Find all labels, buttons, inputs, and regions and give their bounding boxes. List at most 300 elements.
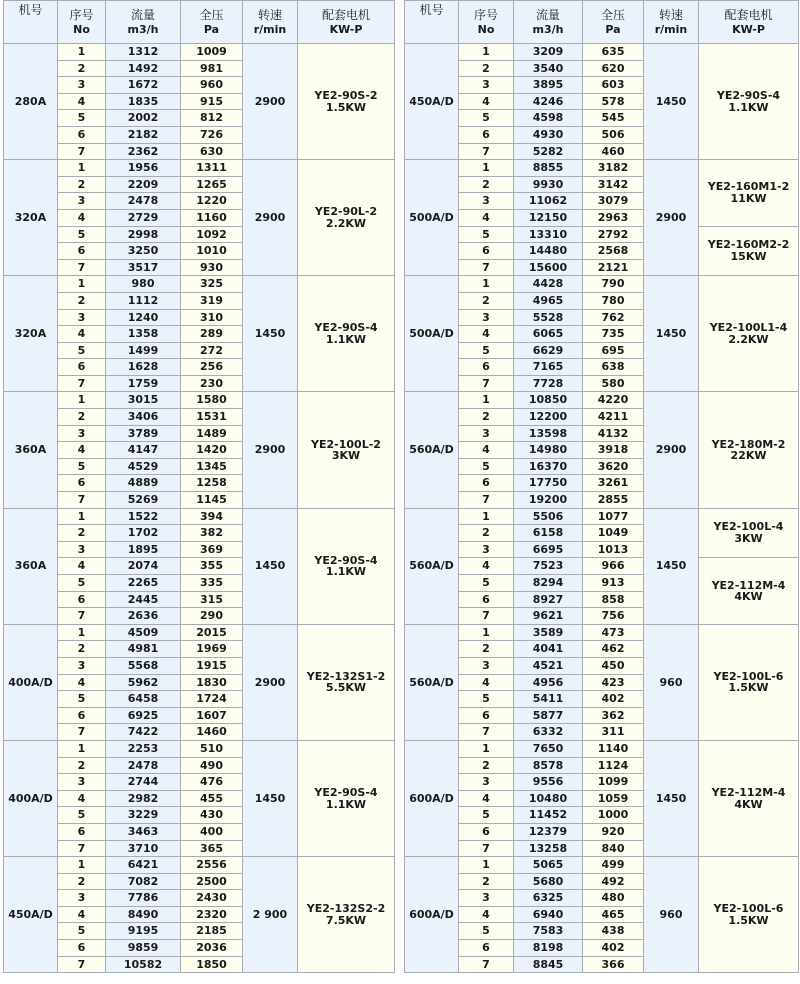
flow-cell: 10850 xyxy=(514,392,583,409)
pressure-cell: 695 xyxy=(583,342,644,359)
motor-model: YE2-100L1-4 xyxy=(709,321,788,335)
motor-power: 22KW xyxy=(730,449,767,463)
flow-cell: 5282 xyxy=(514,143,583,160)
speed-cell: 2900 xyxy=(243,392,298,508)
pressure-cell: 335 xyxy=(181,575,243,592)
row-no-cell: 4 xyxy=(58,209,106,226)
pressure-cell: 1345 xyxy=(181,458,243,475)
flow-cell: 1358 xyxy=(106,326,181,343)
pressure-cell: 578 xyxy=(583,93,644,110)
flow-cell: 19200 xyxy=(514,492,583,509)
table-row xyxy=(4,740,395,757)
flow-cell: 8294 xyxy=(514,575,583,592)
motor-model: YE2-100L-6 xyxy=(713,669,784,683)
pressure-cell: 492 xyxy=(583,873,644,890)
pressure-cell: 2320 xyxy=(181,906,243,923)
flow-cell: 2265 xyxy=(106,575,181,592)
pressure-cell: 355 xyxy=(181,558,243,575)
flow-cell: 5065 xyxy=(514,857,583,874)
row-no-cell: 1 xyxy=(459,44,514,61)
flow-cell: 1895 xyxy=(106,541,181,558)
header-model: 机号 xyxy=(4,1,58,44)
row-no-cell: 7 xyxy=(459,143,514,160)
motor-model: YE2-160M1-2 xyxy=(707,180,790,194)
flow-cell: 6325 xyxy=(514,890,583,907)
pressure-cell: 762 xyxy=(583,309,644,326)
motor-cell xyxy=(298,857,395,973)
flow-cell: 6695 xyxy=(514,541,583,558)
flow-cell: 2998 xyxy=(106,226,181,243)
speed-cell: 960 xyxy=(644,857,699,973)
flow-cell: 5568 xyxy=(106,657,181,674)
flow-cell: 9859 xyxy=(106,940,181,957)
row-no-cell: 1 xyxy=(459,624,514,641)
table-row xyxy=(405,226,799,243)
row-no-cell: 4 xyxy=(58,790,106,807)
row-no-cell: 2 xyxy=(58,525,106,542)
model-cell: 450A/D xyxy=(4,857,58,973)
row-no-cell: 3 xyxy=(459,309,514,326)
pressure-cell: 1724 xyxy=(181,691,243,708)
flow-cell: 4930 xyxy=(514,126,583,143)
motor-model: YE2-90S-4 xyxy=(314,553,378,567)
row-no-cell: 5 xyxy=(58,226,106,243)
motor-model: YE2-132S1-2 xyxy=(306,669,386,683)
flow-cell: 5269 xyxy=(106,492,181,509)
row-no-cell: 4 xyxy=(459,906,514,923)
pressure-cell: 402 xyxy=(583,691,644,708)
row-no-cell: 7 xyxy=(459,375,514,392)
pressure-cell: 4220 xyxy=(583,392,644,409)
motor-cell xyxy=(699,857,799,973)
header-row xyxy=(4,1,395,44)
pressure-cell: 315 xyxy=(181,591,243,608)
flow-cell: 2253 xyxy=(106,740,181,757)
speed-cell: 1450 xyxy=(644,508,699,624)
motor-power: 1.1KW xyxy=(325,332,367,346)
pressure-cell: 603 xyxy=(583,77,644,94)
flow-cell: 13258 xyxy=(514,840,583,857)
row-no-cell: 6 xyxy=(58,475,106,492)
motor-cell xyxy=(298,44,395,160)
table-row xyxy=(4,508,395,525)
row-no-cell: 2 xyxy=(459,641,514,658)
motor-power: 15KW xyxy=(730,249,767,263)
row-no-cell: 6 xyxy=(459,359,514,376)
table-row xyxy=(405,740,799,757)
motor-power: 1.5KW xyxy=(728,913,769,927)
pressure-cell: 506 xyxy=(583,126,644,143)
flow-cell: 3463 xyxy=(106,823,181,840)
motor-cell xyxy=(699,558,799,624)
flow-cell: 9621 xyxy=(514,608,583,625)
pressure-cell: 930 xyxy=(181,259,243,276)
row-no-cell: 6 xyxy=(58,707,106,724)
flow-cell: 4509 xyxy=(106,624,181,641)
model-cell: 320A xyxy=(4,160,58,276)
header-speed: 转速 r/min xyxy=(644,1,699,44)
pressure-cell: 981 xyxy=(181,60,243,77)
pressure-cell: 362 xyxy=(583,707,644,724)
row-no-cell: 2 xyxy=(459,873,514,890)
flow-cell: 6065 xyxy=(514,326,583,343)
pressure-cell: 790 xyxy=(583,276,644,293)
row-no-cell: 6 xyxy=(459,823,514,840)
flow-cell: 10582 xyxy=(106,956,181,973)
flow-cell: 6421 xyxy=(106,857,181,874)
flow-cell: 13310 xyxy=(514,226,583,243)
row-no-cell: 3 xyxy=(58,193,106,210)
motor-cell xyxy=(699,624,799,740)
row-no-cell: 2 xyxy=(58,873,106,890)
flow-cell: 6158 xyxy=(514,525,583,542)
row-no-cell: 1 xyxy=(459,508,514,525)
flow-cell: 2636 xyxy=(106,608,181,625)
flow-cell: 3517 xyxy=(106,259,181,276)
model-cell: 450A/D xyxy=(405,44,459,160)
flow-cell: 9556 xyxy=(514,774,583,791)
row-no-cell: 6 xyxy=(58,823,106,840)
pressure-cell: 490 xyxy=(181,757,243,774)
pressure-cell: 510 xyxy=(181,740,243,757)
flow-cell: 4889 xyxy=(106,475,181,492)
row-no-cell: 4 xyxy=(58,442,106,459)
row-no-cell: 7 xyxy=(459,956,514,973)
row-no-cell: 2 xyxy=(58,641,106,658)
row-no-cell: 2 xyxy=(58,757,106,774)
pressure-cell: 1969 xyxy=(181,641,243,658)
motor-model: YE2-90S-2 xyxy=(314,89,378,103)
flow-cell: 8845 xyxy=(514,956,583,973)
flow-cell: 5680 xyxy=(514,873,583,890)
motor-power: 2.2KW xyxy=(728,332,769,346)
row-no-cell: 6 xyxy=(58,126,106,143)
row-no-cell: 5 xyxy=(459,807,514,824)
motor-cell xyxy=(699,226,799,276)
pressure-cell: 1000 xyxy=(583,807,644,824)
row-no-cell: 4 xyxy=(459,558,514,575)
row-no-cell: 3 xyxy=(459,541,514,558)
pressure-cell: 620 xyxy=(583,60,644,77)
pressure-cell: 3261 xyxy=(583,475,644,492)
pressure-cell: 311 xyxy=(583,724,644,741)
row-no-cell: 1 xyxy=(58,624,106,641)
flow-cell: 3406 xyxy=(106,409,181,426)
flow-cell: 4041 xyxy=(514,641,583,658)
flow-cell: 1628 xyxy=(106,359,181,376)
row-no-cell: 3 xyxy=(58,541,106,558)
row-no-cell: 7 xyxy=(459,840,514,857)
motor-cell xyxy=(298,508,395,624)
row-no-cell: 3 xyxy=(58,774,106,791)
speed-cell: 2900 xyxy=(243,624,298,740)
pressure-cell: 1420 xyxy=(181,442,243,459)
pressure-cell: 2121 xyxy=(583,259,644,276)
flow-cell: 5528 xyxy=(514,309,583,326)
model-cell: 600A/D xyxy=(405,857,459,973)
model-cell: 600A/D xyxy=(405,740,459,856)
pressure-cell: 325 xyxy=(181,276,243,293)
motor-power: 3KW xyxy=(331,449,361,463)
flow-cell: 2362 xyxy=(106,143,181,160)
flow-cell: 2744 xyxy=(106,774,181,791)
table-row xyxy=(405,508,799,525)
table-row xyxy=(4,160,395,177)
pressure-cell: 915 xyxy=(181,93,243,110)
flow-cell: 3209 xyxy=(514,44,583,61)
motor-cell xyxy=(298,160,395,276)
row-no-cell: 4 xyxy=(459,790,514,807)
pressure-cell: 423 xyxy=(583,674,644,691)
flow-cell: 1499 xyxy=(106,342,181,359)
flow-cell: 2074 xyxy=(106,558,181,575)
row-no-cell: 6 xyxy=(58,940,106,957)
pressure-cell: 402 xyxy=(583,940,644,957)
motor-model: YE2-100L-4 xyxy=(713,520,784,534)
pressure-cell: 812 xyxy=(181,110,243,127)
motor-cell xyxy=(699,740,799,856)
row-no-cell: 6 xyxy=(459,243,514,260)
row-no-cell: 6 xyxy=(459,591,514,608)
header-no: 序号 No xyxy=(459,1,514,44)
row-no-cell: 3 xyxy=(459,193,514,210)
pressure-cell: 1830 xyxy=(181,674,243,691)
motor-power: 2.2KW xyxy=(325,216,367,230)
flow-cell: 1759 xyxy=(106,375,181,392)
pressure-cell: 2568 xyxy=(583,243,644,260)
pressure-cell: 1915 xyxy=(181,657,243,674)
row-no-cell: 5 xyxy=(58,575,106,592)
pressure-cell: 400 xyxy=(181,823,243,840)
row-no-cell: 1 xyxy=(58,508,106,525)
pressure-cell: 1850 xyxy=(181,956,243,973)
pressure-cell: 580 xyxy=(583,375,644,392)
flow-cell: 1312 xyxy=(106,44,181,61)
flow-cell: 980 xyxy=(106,276,181,293)
flow-cell: 2209 xyxy=(106,176,181,193)
row-no-cell: 4 xyxy=(58,674,106,691)
row-no-cell: 7 xyxy=(58,608,106,625)
header-flow: 流量 m3/h xyxy=(106,1,181,44)
speed-cell: 1450 xyxy=(243,508,298,624)
pressure-cell: 1531 xyxy=(181,409,243,426)
table-row xyxy=(4,276,395,293)
row-no-cell: 1 xyxy=(459,857,514,874)
flow-cell: 3250 xyxy=(106,243,181,260)
header-speed: 转速 r/min xyxy=(243,1,298,44)
pressure-cell: 2500 xyxy=(181,873,243,890)
table-row xyxy=(4,44,395,61)
flow-cell: 2002 xyxy=(106,110,181,127)
flow-cell: 9930 xyxy=(514,176,583,193)
flow-cell: 16370 xyxy=(514,458,583,475)
row-no-cell: 6 xyxy=(58,243,106,260)
pressure-cell: 2430 xyxy=(181,890,243,907)
pressure-cell: 382 xyxy=(181,525,243,542)
flow-cell: 7422 xyxy=(106,724,181,741)
pressure-cell: 290 xyxy=(181,608,243,625)
motor-cell xyxy=(699,44,799,160)
pressure-cell: 394 xyxy=(181,508,243,525)
model-cell: 500A/D xyxy=(405,276,459,392)
motor-power: 5.5KW xyxy=(325,681,367,695)
row-no-cell: 6 xyxy=(58,359,106,376)
pressure-cell: 3182 xyxy=(583,160,644,177)
pressure-cell: 1099 xyxy=(583,774,644,791)
row-no-cell: 3 xyxy=(459,657,514,674)
row-no-cell: 1 xyxy=(58,740,106,757)
flow-cell: 5877 xyxy=(514,707,583,724)
flow-cell: 6925 xyxy=(106,707,181,724)
pressure-cell: 735 xyxy=(583,326,644,343)
pressure-cell: 2036 xyxy=(181,940,243,957)
motor-model: YE2-90S-4 xyxy=(314,321,378,335)
row-no-cell: 7 xyxy=(58,840,106,857)
pressure-cell: 1140 xyxy=(583,740,644,757)
row-no-cell: 2 xyxy=(459,292,514,309)
motor-model: YE2-90S-4 xyxy=(716,89,781,103)
row-no-cell: 7 xyxy=(58,143,106,160)
row-no-cell: 2 xyxy=(58,60,106,77)
row-no-cell: 2 xyxy=(58,409,106,426)
flow-cell: 3710 xyxy=(106,840,181,857)
model-cell: 280A xyxy=(4,44,58,160)
row-no-cell: 7 xyxy=(58,956,106,973)
pressure-cell: 1489 xyxy=(181,425,243,442)
flow-cell: 4246 xyxy=(514,93,583,110)
row-no-cell: 1 xyxy=(459,392,514,409)
row-no-cell: 2 xyxy=(459,60,514,77)
fan-performance-table-right xyxy=(404,0,799,973)
row-no-cell: 6 xyxy=(58,591,106,608)
pressure-cell: 438 xyxy=(583,923,644,940)
motor-model: YE2-112M-4 xyxy=(711,578,786,592)
motor-cell xyxy=(298,624,395,740)
row-no-cell: 1 xyxy=(459,160,514,177)
pressure-cell: 473 xyxy=(583,624,644,641)
flow-cell: 8198 xyxy=(514,940,583,957)
motor-power: 1.5KW xyxy=(325,100,367,114)
row-no-cell: 5 xyxy=(58,458,106,475)
pressure-cell: 1460 xyxy=(181,724,243,741)
flow-cell: 7523 xyxy=(514,558,583,575)
pressure-cell: 1145 xyxy=(181,492,243,509)
model-cell: 360A xyxy=(4,508,58,624)
row-no-cell: 7 xyxy=(459,492,514,509)
flow-cell: 1956 xyxy=(106,160,181,177)
motor-power: 1.1KW xyxy=(728,100,769,114)
pressure-cell: 465 xyxy=(583,906,644,923)
speed-cell: 960 xyxy=(644,624,699,740)
motor-model: YE2-160M2-2 xyxy=(707,238,790,252)
pressure-cell: 1124 xyxy=(583,757,644,774)
flow-cell: 10480 xyxy=(514,790,583,807)
flow-cell: 15600 xyxy=(514,259,583,276)
pressure-cell: 480 xyxy=(583,890,644,907)
flow-cell: 3589 xyxy=(514,624,583,641)
pressure-cell: 3918 xyxy=(583,442,644,459)
row-no-cell: 7 xyxy=(459,259,514,276)
pressure-cell: 2855 xyxy=(583,492,644,509)
pressure-cell: 455 xyxy=(181,790,243,807)
pressure-cell: 2792 xyxy=(583,226,644,243)
header-motor: 配套电机 KW-P xyxy=(298,1,395,44)
row-no-cell: 7 xyxy=(58,259,106,276)
row-no-cell: 3 xyxy=(459,77,514,94)
header-motor: 配套电机 KW-P xyxy=(699,1,799,44)
motor-model: YE2-90L-2 xyxy=(314,205,378,219)
motor-power: 11KW xyxy=(730,191,767,205)
model-cell: 400A/D xyxy=(4,624,58,740)
row-no-cell: 1 xyxy=(58,44,106,61)
pressure-cell: 450 xyxy=(583,657,644,674)
model-cell: 560A/D xyxy=(405,392,459,508)
pressure-cell: 726 xyxy=(181,126,243,143)
motor-power: 4KW xyxy=(734,590,763,604)
row-no-cell: 7 xyxy=(58,724,106,741)
row-no-cell: 6 xyxy=(459,940,514,957)
pressure-cell: 289 xyxy=(181,326,243,343)
row-no-cell: 1 xyxy=(459,740,514,757)
model-cell: 500A/D xyxy=(405,160,459,276)
row-no-cell: 5 xyxy=(58,807,106,824)
pressure-cell: 3079 xyxy=(583,193,644,210)
pressure-cell: 1160 xyxy=(181,209,243,226)
pressure-cell: 1009 xyxy=(181,44,243,61)
pressure-cell: 462 xyxy=(583,641,644,658)
flow-cell: 4521 xyxy=(514,657,583,674)
flow-cell: 1702 xyxy=(106,525,181,542)
fan-performance-table-left xyxy=(3,0,395,973)
flow-cell: 1835 xyxy=(106,93,181,110)
row-no-cell: 7 xyxy=(459,724,514,741)
row-no-cell: 4 xyxy=(459,442,514,459)
flow-cell: 4428 xyxy=(514,276,583,293)
motor-power: 7.5KW xyxy=(325,913,367,927)
table-row xyxy=(4,624,395,641)
flow-cell: 6458 xyxy=(106,691,181,708)
speed-cell: 1450 xyxy=(644,276,699,392)
pressure-cell: 460 xyxy=(583,143,644,160)
pressure-cell: 960 xyxy=(181,77,243,94)
row-no-cell: 1 xyxy=(58,160,106,177)
pressure-cell: 476 xyxy=(181,774,243,791)
flow-cell: 5962 xyxy=(106,674,181,691)
flow-cell: 7728 xyxy=(514,375,583,392)
motor-cell xyxy=(298,740,395,856)
left-table-body xyxy=(4,44,395,973)
pressure-cell: 310 xyxy=(181,309,243,326)
pressure-cell: 3142 xyxy=(583,176,644,193)
pressure-cell: 756 xyxy=(583,608,644,625)
pressure-cell: 366 xyxy=(583,956,644,973)
row-no-cell: 2 xyxy=(459,409,514,426)
speed-cell: 1450 xyxy=(243,740,298,856)
row-no-cell: 4 xyxy=(459,93,514,110)
row-no-cell: 3 xyxy=(58,425,106,442)
flow-cell: 1492 xyxy=(106,60,181,77)
row-no-cell: 2 xyxy=(58,292,106,309)
row-no-cell: 5 xyxy=(459,458,514,475)
row-no-cell: 6 xyxy=(459,707,514,724)
motor-power: 4KW xyxy=(734,797,763,811)
pressure-cell: 4211 xyxy=(583,409,644,426)
pressure-cell: 2963 xyxy=(583,209,644,226)
row-no-cell: 4 xyxy=(58,93,106,110)
motor-model: YE2-100L-6 xyxy=(713,902,784,916)
right-table-body xyxy=(405,44,799,973)
table-row xyxy=(4,857,395,874)
